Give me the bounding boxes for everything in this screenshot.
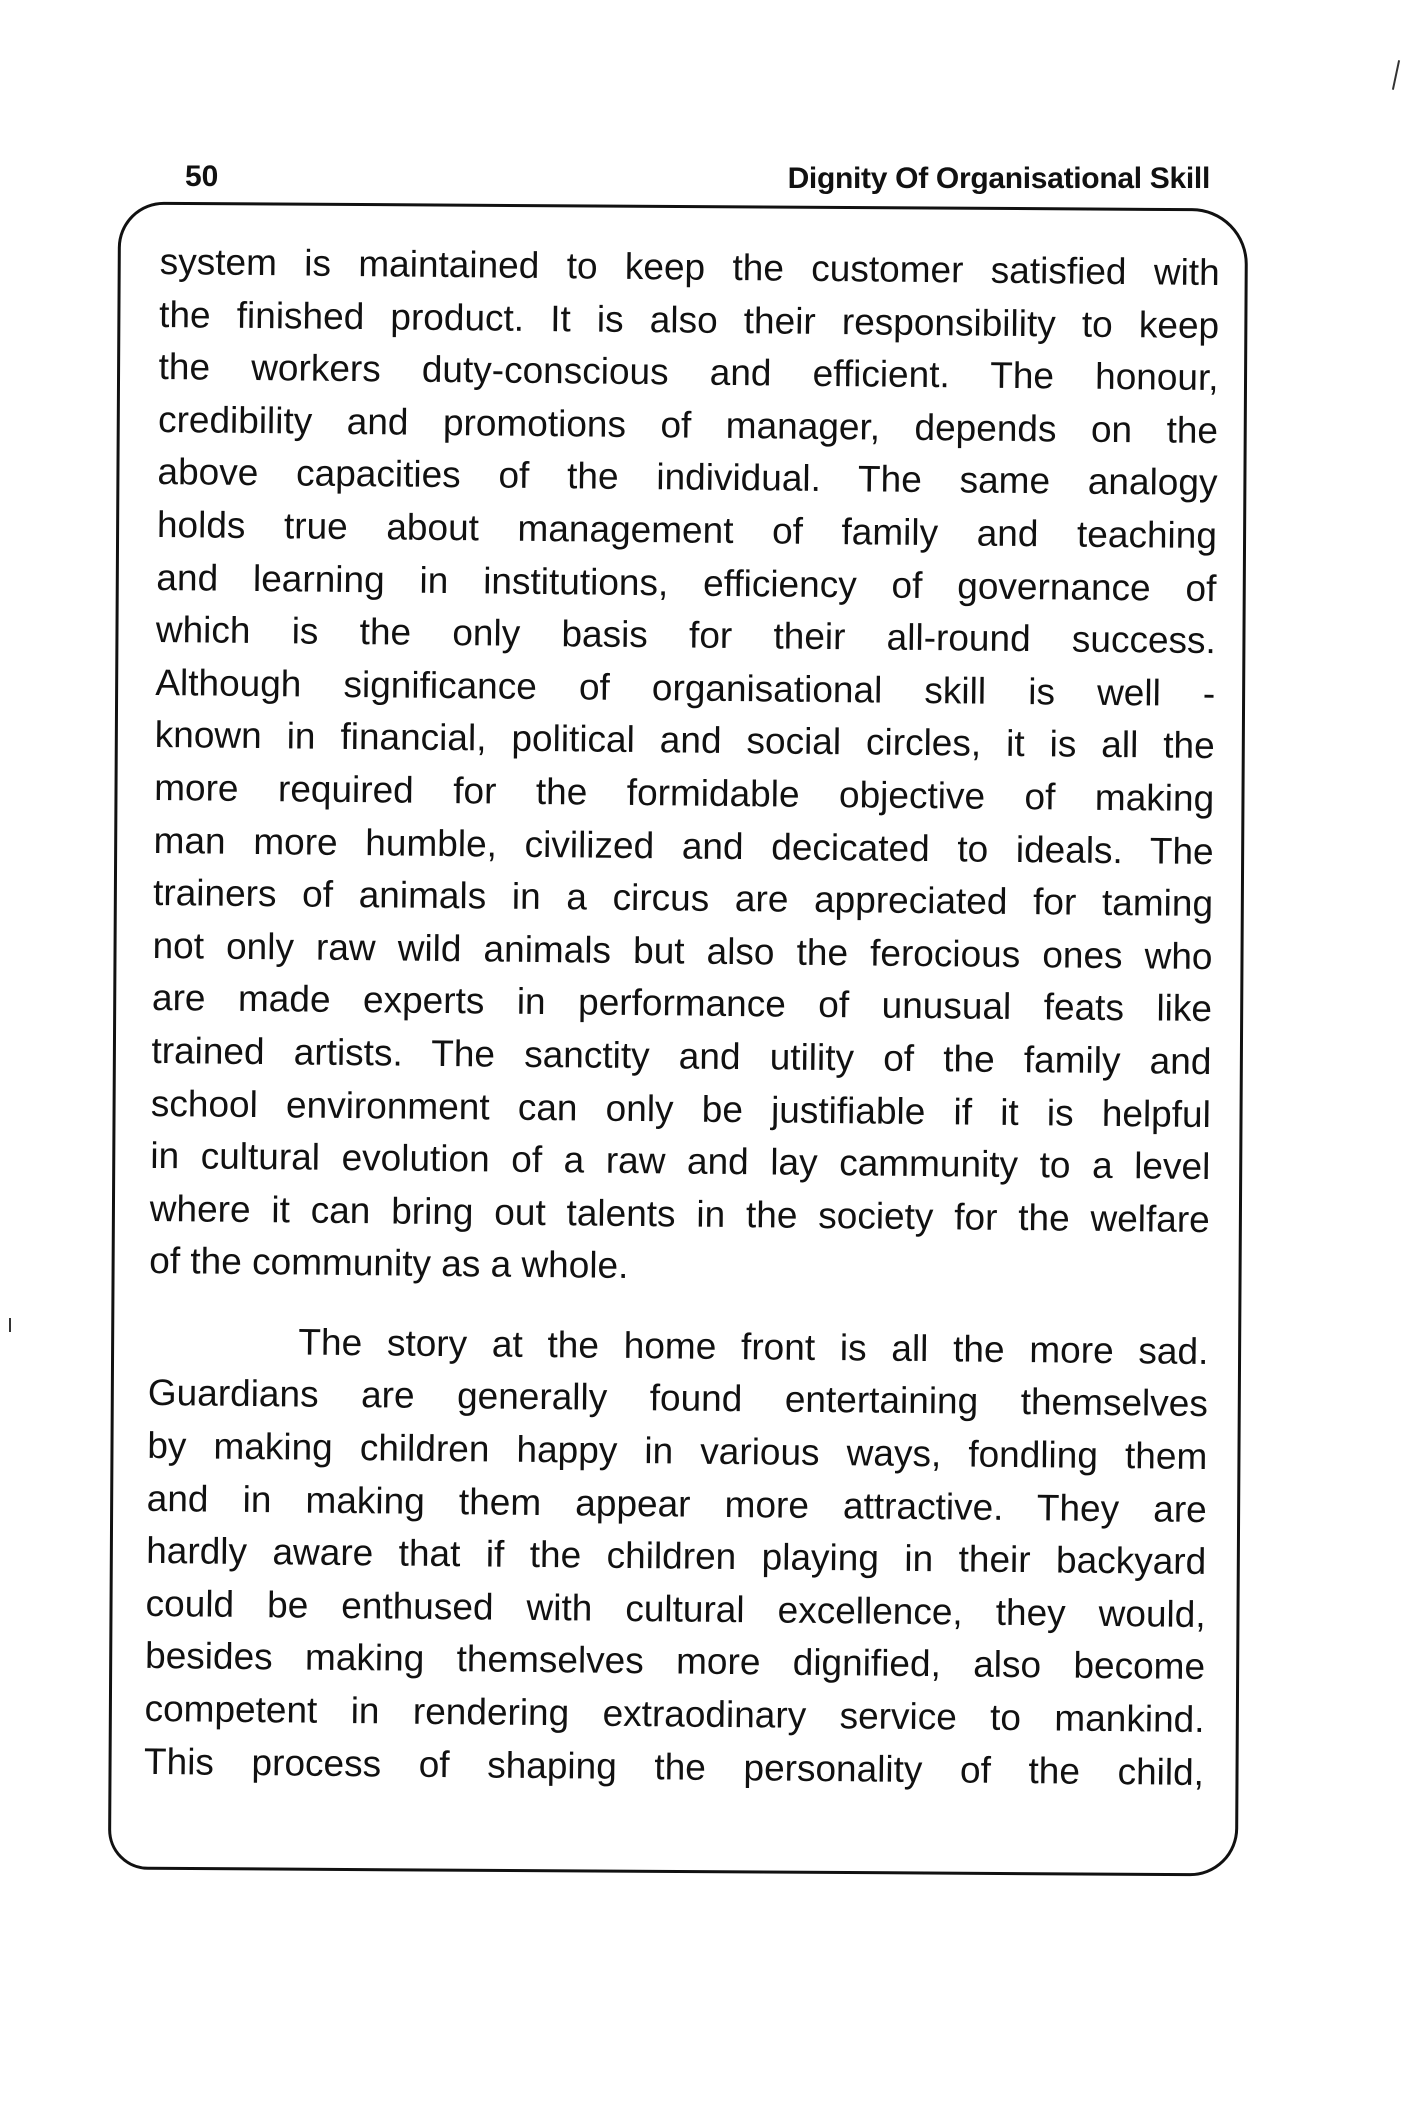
scan-mark bbox=[1392, 60, 1400, 90]
text-line: are made experts in performance of unusual feats like bbox=[151, 977, 1213, 1030]
text-line: which is the only basis for their all-round success. bbox=[155, 609, 1217, 662]
running-title: Dignity Of Organisational Skill bbox=[787, 162, 1210, 195]
text-line: Although significance of organisational skill is well - bbox=[155, 661, 1216, 714]
scan-mark bbox=[9, 1318, 11, 1332]
text-line: holds true about management of family and teaching bbox=[156, 503, 1218, 557]
text-line: and in making them appear more attractive. They are bbox=[146, 1477, 1207, 1530]
text-line-indented: The story at the home front is all the more sad. bbox=[298, 1321, 1209, 1372]
paragraph-2 bbox=[144, 1315, 1209, 1799]
text-line: in cultural evolution of a raw and lay cammunity to a level bbox=[150, 1135, 1211, 1188]
text-line: could be enthused with cultural excellence, they would, bbox=[145, 1582, 1206, 1635]
body-text bbox=[144, 236, 1220, 1799]
text-line: credibility and promotions of manager, depends on the bbox=[157, 398, 1219, 451]
text-line: trained artists. The sanctity and utility of the family and bbox=[151, 1029, 1212, 1082]
text-line: and learning in institutions, efficiency of governance of bbox=[156, 556, 1217, 609]
text-line: trainers of animals in a circus are appreciated for taming bbox=[152, 872, 1214, 925]
text-line: hardly aware that if the children playing in their backyard bbox=[146, 1530, 1207, 1583]
text-line: the workers duty-conscious and efficient. The honour, bbox=[158, 346, 1219, 399]
text-line: where it can bring out talents in the society for the welfare bbox=[149, 1187, 1210, 1240]
text-line-last: of the community as a whole. bbox=[149, 1240, 629, 1287]
running-header bbox=[185, 156, 1210, 206]
text-line: competent in rendering extraodinary service to mankind. bbox=[144, 1687, 1205, 1741]
text-line: known in financial, political and social circles, it is all the bbox=[154, 714, 1215, 767]
text-line: man more humble, civilized and decicated to ideals. The bbox=[153, 819, 1214, 872]
text-line: above capacities of the individual. The same analogy bbox=[157, 451, 1218, 504]
text-line: more required for the formidable objective of making bbox=[154, 766, 1215, 820]
text-line: This process of shaping the personality of the child, bbox=[143, 1740, 1205, 1793]
page-number: 50 bbox=[185, 160, 219, 193]
text-line: Guardians are generally found entertaining themselves bbox=[147, 1372, 1209, 1425]
text-line: by making children happy in various ways, fondling them bbox=[147, 1424, 1208, 1478]
text-line: the finished product. It is also their responsibility to keep bbox=[158, 293, 1220, 346]
text-line: school environment can only be justifiable if it is helpful bbox=[150, 1082, 1212, 1135]
paragraph-1 bbox=[149, 236, 1220, 1299]
text-line: besides making themselves more dignified, also become bbox=[144, 1635, 1206, 1688]
text-line: system is maintained to keep the customer satisfied with bbox=[159, 240, 1220, 294]
text-line: not only raw wild animals but also the ferocious ones who bbox=[152, 924, 1213, 977]
